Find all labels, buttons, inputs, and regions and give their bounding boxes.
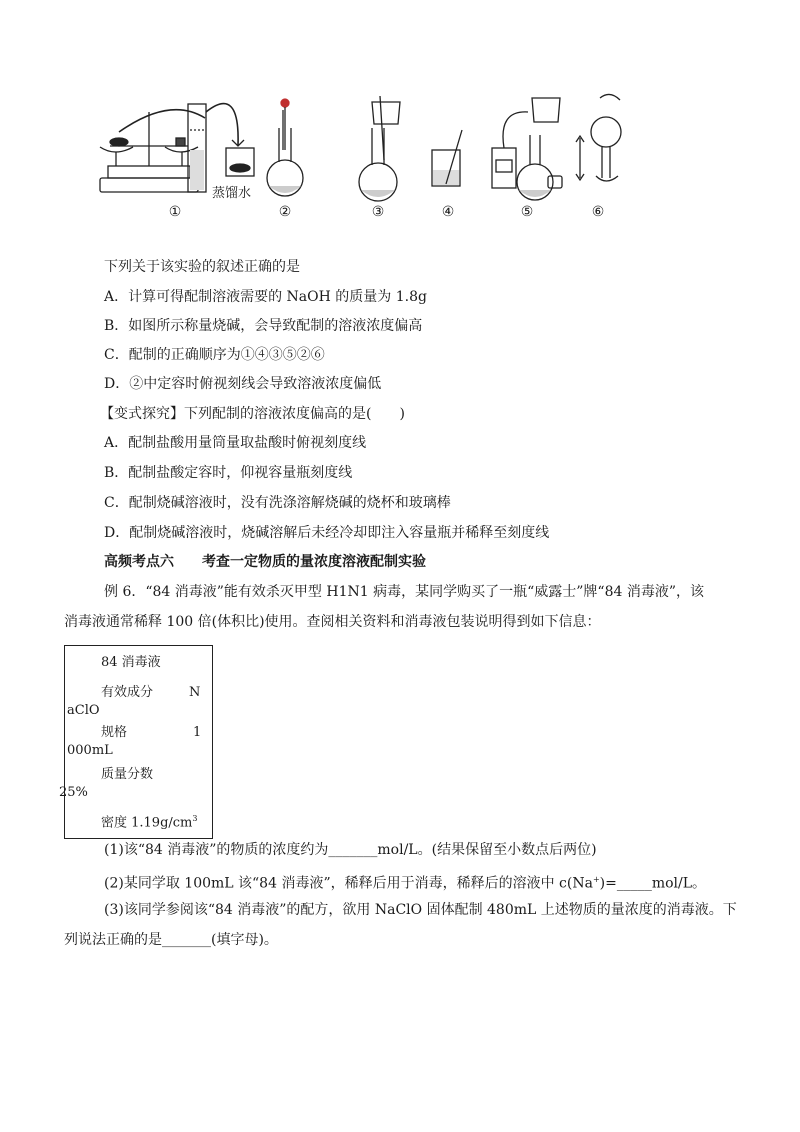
balance-apparatus <box>100 110 205 192</box>
variant-option-c: C．配制烧碱溶液时，没有洗涤溶解烧碱的烧杯和玻璃棒 <box>104 495 451 511</box>
apparatus-figure <box>0 0 800 230</box>
density-exponent: 3 <box>192 814 198 823</box>
density-line <box>101 810 197 832</box>
subquestion-2-text: (2)某同学取 100mL 该“84 消毒液”，稀释后用于消毒，稀释后的溶液中 c(Na <box>104 875 593 892</box>
sodium-ion-charge: + <box>592 875 600 884</box>
figure-label-3: ③ <box>371 204 385 220</box>
beaker-stirring <box>432 130 462 186</box>
variant-option-b: B．配制盐酸定容时，仰视容量瓶刻度线 <box>104 465 353 481</box>
variant-option-a: A．配制盐酸用量筒量取盐酸时俯视刻度线 <box>104 435 367 451</box>
spec-value-part2: 000mL <box>67 743 113 758</box>
subquestion-2-tail: )=_____mol/L。 <box>599 875 707 892</box>
figure-label-4: ④ <box>441 204 455 220</box>
option-d: D．②中定容时俯视刻线会导致溶液浓度偏低 <box>104 376 382 392</box>
inverting-flask <box>576 94 621 181</box>
subquestion-3-line-2: 列说法正确的是_______(填字母)。 <box>64 932 278 948</box>
figure-label-1: ① <box>168 204 182 220</box>
mass-fraction-label: 质量分数 <box>101 767 154 782</box>
figure-label-2: ② <box>278 204 292 220</box>
example-line-2: 消毒液通常稀释 100 倍(体积比)使用。查阅相关资料和消毒液包装说明得到如下信息： <box>64 614 601 630</box>
subquestion-3-line-1: (3)该同学参阅该“84 消毒液”的配方，欲用 NaClO 固体配制 480mL 上述物质的量浓度的消毒液。下 <box>104 902 737 918</box>
option-b: B．如图所示称量烧碱，会导致配制的溶液浓度偏高 <box>104 318 423 334</box>
product-info-box <box>59 645 213 839</box>
water-label: 蒸馏水 <box>212 186 252 201</box>
spec-value-part1: 1 <box>193 725 202 740</box>
question-stem: 下列关于该实验的叙述正确的是 <box>104 259 300 275</box>
density-text: 密度 1.19g/cm <box>101 815 193 831</box>
figure-label-5: ⑤ <box>520 204 534 220</box>
cylinder-and-beaker <box>188 104 254 192</box>
volumetric-flask-dropper <box>267 99 303 196</box>
subquestion-2 <box>104 870 706 894</box>
ingredient-value-part2: aClO <box>67 703 100 718</box>
option-a: A．计算可得配制溶液需要的 NaOH 的质量为 1.8g <box>104 289 427 305</box>
example-line-1: 例 6．“84 消毒液”能有效杀灭甲型 H1N1 病毒，某同学购买了一瓶“威露士”牌“84 消毒液”，该 <box>104 584 705 600</box>
variant-stem: 【变式探究】下列配制的溶液浓度偏高的是( ) <box>100 406 405 422</box>
spec-label: 规格 <box>101 725 128 740</box>
section-title: 高频考点六 考查一定物质的量浓度溶液配制实验 <box>104 554 426 570</box>
mass-fraction-value: 25% <box>59 785 88 800</box>
variant-option-d: D．配制烧碱溶液时，烧碱溶解后未经冷却即注入容量瓶并稀释至刻度线 <box>104 525 550 541</box>
wash-bottle-flask <box>492 98 562 200</box>
option-c: C．配制的正确顺序为①④③⑤②⑥ <box>104 347 325 363</box>
transfer-to-flask <box>359 96 400 201</box>
ingredient-label: 有效成分 <box>101 685 154 700</box>
subquestion-1: (1)该“84 消毒液”的物质的浓度约为_______mol/L。(结果保留至小数点后两位) <box>104 842 597 858</box>
figure-label-6: ⑥ <box>591 204 605 220</box>
infobox-title: 84 消毒液 <box>101 655 161 670</box>
ingredient-value-part1: N <box>189 685 201 700</box>
